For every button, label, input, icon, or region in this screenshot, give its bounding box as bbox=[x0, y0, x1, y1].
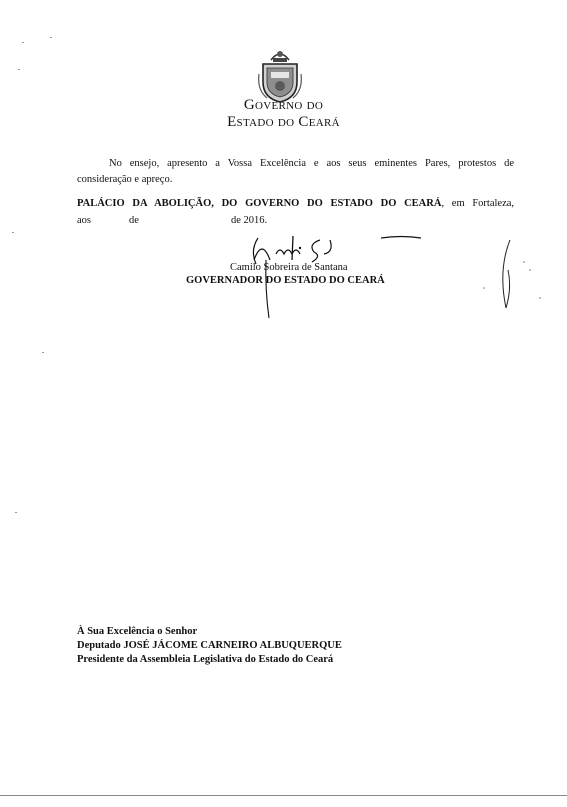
closing-paragraph-line1: No ensejo, apresento a Vossa Excelência e aos seus eminentes Pares, protestos de bbox=[109, 158, 514, 169]
scan-speck bbox=[15, 512, 17, 513]
scan-speck bbox=[42, 352, 44, 353]
header-government: Governo do bbox=[243, 97, 324, 113]
addressee-salutation: À Sua Excelência o Senhor bbox=[77, 626, 198, 637]
palace-location: , em Fortaleza, bbox=[441, 198, 515, 209]
palace-paragraph-line1 bbox=[77, 196, 514, 211]
signatory-title: GOVERNADOR DO ESTADO DO CEARÁ bbox=[186, 275, 385, 286]
scan-speck bbox=[18, 69, 20, 70]
addressee-name: Deputado JOSÉ JÁCOME CARNEIRO ALBUQUERQUE bbox=[77, 640, 342, 651]
header-state: Estado do Ceará bbox=[227, 114, 340, 130]
scan-speck bbox=[50, 37, 52, 38]
closing-paragraph-line2: consideração e apreço. bbox=[77, 174, 173, 185]
palace-name: PALÁCIO DA ABOLIÇÃO, DO GOVERNO DO ESTADO DO CEARÁ bbox=[77, 198, 442, 209]
scan-speck bbox=[22, 42, 24, 43]
scan-speck bbox=[12, 232, 14, 233]
margin-initials bbox=[472, 240, 552, 320]
date-year: de 2016. bbox=[231, 215, 268, 226]
page-bottom-rule bbox=[0, 795, 567, 796]
signatory-name: Camilo Sobreira de Santana bbox=[230, 262, 348, 273]
date-aos: aos bbox=[77, 215, 91, 226]
state-seal-emblem bbox=[257, 46, 303, 104]
addressee-position: Presidente da Assembleia Legislativa do Estado do Ceará bbox=[77, 654, 334, 665]
date-de: de bbox=[129, 215, 139, 226]
